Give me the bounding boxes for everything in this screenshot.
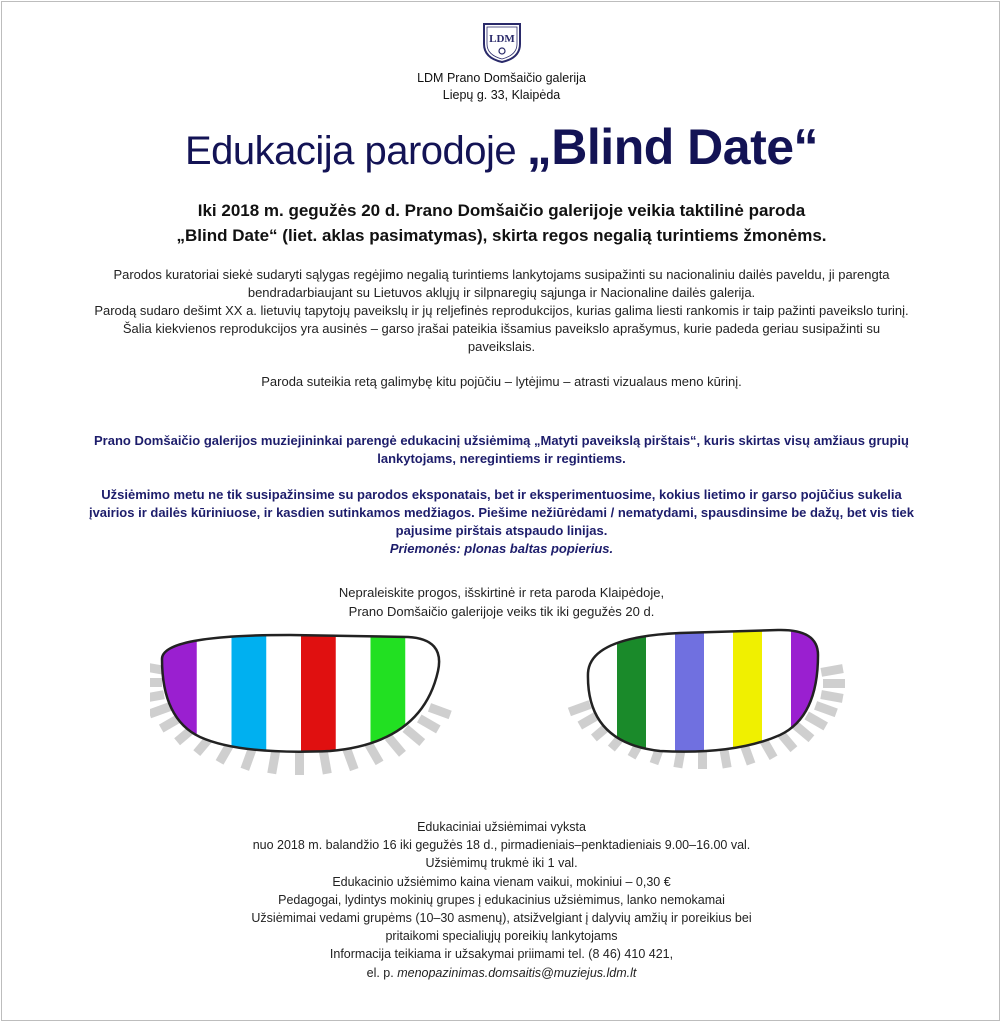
ldm-logo xyxy=(480,20,524,64)
title-prefix: Edukacija parodoje xyxy=(184,129,527,173)
title-highlight: „Blind Date“ xyxy=(526,119,819,175)
footer-line-1: Edukaciniai užsiėmimai vyksta xyxy=(417,820,586,834)
footer-line-4: Edukacinio užsiėmimo kaina vienam vaikui, mokiniui – 0,30 € xyxy=(332,874,671,889)
right-eye-lash xyxy=(568,700,592,716)
venue-block xyxy=(0,70,1003,104)
education-paragraph-1: Prano Domšaičio galerijos muziejininkai parengė edukacinį užsiėmimą „Matyti paveikslą pirštais“, kuris skirtas visų amžiaus grupių lankytojams, neregintiems ir regintiems. xyxy=(94,433,909,466)
right-eye-lash xyxy=(820,664,843,677)
footer-line-5: Pedagogai, lydintys mokinių grupes į edukacinius užsiėmimus, lanko nemokamai xyxy=(278,892,725,907)
description-paragraph-1: Parodos kuratoriai siekė sudaryti sąlygas regėjimo negalią turintiems lankytojams susipažinti su nacionaliniu dailės paveldu, ji parengta bendradarbiaujant su Lietuvos aklųjų ir silpnaregių sąjunga ir Nacionaline dailės galerija. xyxy=(113,267,890,300)
email-link[interactable]: menopazinimas.domsaitis@muziejus.ldm.lt xyxy=(397,965,637,980)
right-eye-lash xyxy=(820,690,843,703)
left-eye-lash xyxy=(428,703,452,719)
right-eye-lash xyxy=(814,701,838,717)
education-section xyxy=(80,432,923,558)
right-eye-lash xyxy=(804,712,828,731)
education-paragraph-2: Užsiėmimo metu ne tik susipažinsime su parodos eksponatais, bet ir eksperimentuosime, kokius lietimo ir garso pojūčius sukelia įvairios ir dailės kūriniuose, ir kasdien sutinkamos medžiagos. Piešime nežiūrėdami / nematydami, spausdinsime be dažų, bet vis tiek pajusime pirštais atspaudo linijas. xyxy=(88,487,915,538)
description-paragraph-2: Parodą sudaro dešimt XX a. lietuvių tapytojų paveikslų ir jų reljefinės reprodukcijos, kurias galima liesti rankomis ir taip pažinti paveikslo turinį. Šalia kiekvienos reprodukcijos yra ausinės – garso įrašai pateikia išsamius paveikslo aprašymus, kurie padeda geriau susipažinti su paveikslais. xyxy=(94,303,909,354)
footer-line-3: Užsiėmimų trukmė iki 1 val. xyxy=(425,856,578,871)
rainbow-eyes-illustration xyxy=(150,625,853,795)
closing-line-2: Prano Domšaičio galerijoje veiks tik iki gegužės 20 d. xyxy=(348,604,655,619)
right-eye-stripe xyxy=(646,625,676,765)
left-eye-stripe xyxy=(266,625,301,765)
left-eye-lash xyxy=(343,747,359,771)
footer-line-7: pritaikomi specialiųjų poreikių lankytojams xyxy=(385,929,618,944)
left-eye-lash xyxy=(150,678,162,687)
schedule-info xyxy=(0,818,1003,982)
left-eye-lash xyxy=(403,725,426,746)
footer-line-2: nuo 2018 m. balandžio 16 iki gegužės 18 d., pirmadieniais–penktadieniais 9.00–16.00 val. xyxy=(252,838,751,853)
email-prefix: el. p. xyxy=(366,965,398,980)
description xyxy=(90,266,913,391)
right-eye xyxy=(568,625,845,769)
logo-text: LDM xyxy=(489,33,515,45)
closing-line-1: Nepraleiskite progos, išskirtinė ir reta paroda Klaipėdoje, xyxy=(338,585,665,600)
lead-line-2: „Blind Date“ (liet. aklas pasimatymas), skirta regos negalią turintiems žmonėms. xyxy=(176,226,827,245)
left-eye-lash xyxy=(319,751,332,774)
left-eye-lash xyxy=(150,690,165,703)
venue-name: LDM Prano Domšaičio galerija xyxy=(417,71,586,85)
left-eye-stripe xyxy=(371,625,406,765)
closing-note xyxy=(0,583,1003,621)
left-eye-lash xyxy=(295,753,304,775)
lead-text xyxy=(0,198,1003,248)
description-paragraph-3: Paroda suteikia retą galimybę kitu pojūčiu – lytėjimu – atrasti vizualaus meno kūrinį. xyxy=(261,374,742,389)
lead-line-1: Iki 2018 m. gegužės 20 d. Prano Domšaičio galerijoje veikia taktilinė paroda xyxy=(197,201,806,220)
footer-line-8: Informacija teikiama ir užsakymai priimami tel. (8 46) 410 421, xyxy=(329,947,674,962)
left-eye xyxy=(150,625,452,775)
footer-email-line xyxy=(0,964,1003,982)
left-eye-stripe xyxy=(301,625,336,765)
footer-line-6: Užsiėmimai vedami grupėms (10–30 asmenų), atsižvelgiant į dalyvių amžių ir poreikius bei xyxy=(251,911,752,926)
venue-address: Liepų g. 33, Klaipėda xyxy=(442,88,561,102)
left-eye-lash xyxy=(267,751,280,774)
page-title xyxy=(0,118,1003,176)
education-materials: Priemonės: plonas baltas popierius. xyxy=(389,541,614,556)
left-eye-stripe xyxy=(232,625,267,765)
left-eye-lash xyxy=(417,715,441,734)
right-eye-stripe xyxy=(675,625,705,765)
right-eye-lash xyxy=(823,679,845,688)
right-eye-stripe xyxy=(704,625,734,765)
